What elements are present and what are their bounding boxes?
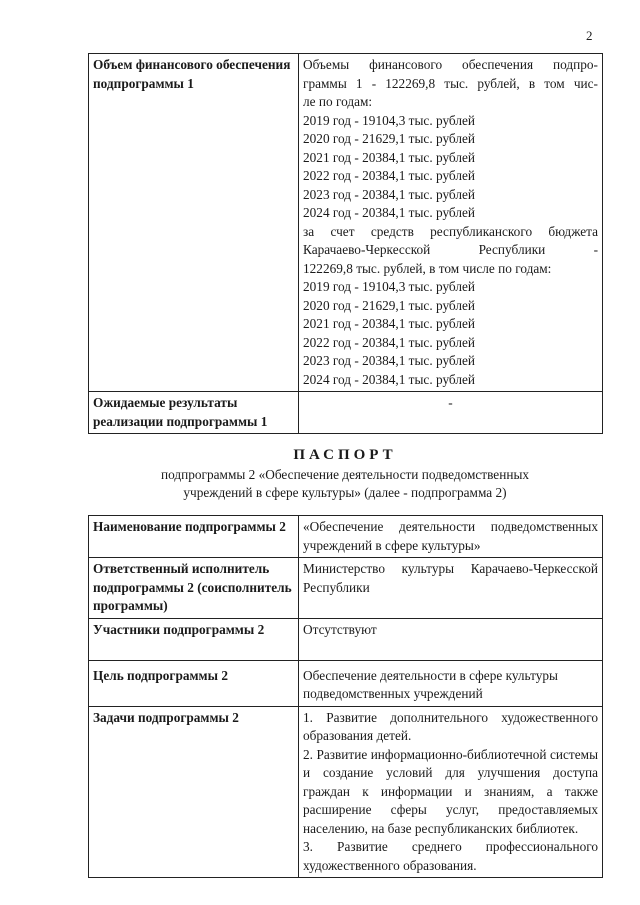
- goal-value: Обеспечение деятельности в сфере культуры подведомственных учреждений: [299, 660, 603, 706]
- funding-volume-label: Объем финансового обеспечения подпрограммы 1: [89, 54, 299, 392]
- funding-line: 2021 год - 20384,1 тыс. рублей: [303, 149, 476, 165]
- participants-value: Отсутствуют: [299, 618, 603, 660]
- passport-table: [88, 515, 603, 878]
- funding-line: 2022 год - 20384,1 тыс. рублей: [303, 334, 476, 350]
- table-row: [89, 660, 603, 706]
- passport-title: ПАСПОРТ: [293, 447, 397, 463]
- funding-line: 2022 год - 20384,1 тыс. рублей: [303, 168, 476, 183]
- funding-line: 2021 год - 20384,1 тыс. рублей: [303, 316, 476, 331]
- funding-line: 2024 год - 20384,1 тыс. рублей: [303, 371, 476, 387]
- task-item: 1. Развитие дополнительного художественного образования детей.: [303, 709, 598, 743]
- responsible-executor-label: Ответственный исполнитель подпрограммы 2 (соисполнитель программы): [89, 558, 299, 619]
- passport-subtitle: [88, 466, 602, 502]
- funding-line: 2024 год - 20384,1 тыс. рублей: [303, 205, 476, 220]
- table-row: [89, 706, 603, 878]
- funding-line: за счет средств республиканского бюджета: [303, 223, 598, 239]
- page-number: 2: [586, 28, 593, 43]
- expected-results-value: -: [299, 392, 603, 434]
- goal-label: Цель подпрограммы 2: [89, 660, 299, 706]
- funding-line: 2020 год - 21629,1 тыс. рублей: [303, 131, 476, 146]
- funding-line: 2023 год - 20384,1 тыс. рублей: [303, 353, 476, 368]
- funding-table: [88, 53, 603, 434]
- funding-line: 2019 год - 19104,3 тыс. рублей: [303, 112, 476, 128]
- responsible-executor-value: Министерство культуры Карачаево-Черкесской Республики: [299, 558, 603, 619]
- funding-line: 122269,8 тыс. рублей, в том числе по годам:: [303, 260, 552, 276]
- funding-line: Карачаево-Черкесской Республики -: [303, 242, 598, 257]
- funding-line: 2019 год - 19104,3 тыс. рублей: [303, 279, 476, 294]
- funding-line: 2023 год - 20384,1 тыс. рублей: [303, 186, 476, 202]
- passport-subtitle-line: учреждений в сфере культуры» (далее - подпрограмма 2): [183, 485, 507, 500]
- table-row: [89, 618, 603, 660]
- subprogram-name-value: «Обеспечение деятельности подведомственных учреждений в сфере культуры»: [299, 516, 603, 558]
- expected-results-label: Ожидаемые результаты реализации подпрограммы 1: [89, 392, 299, 434]
- table-row: [89, 54, 603, 392]
- table-row: [89, 516, 603, 558]
- tasks-value: [299, 706, 603, 878]
- funding-line: ле по годам:: [303, 94, 373, 109]
- task-item: 3. Развитие среднего профессионального художественного образования.: [303, 839, 598, 873]
- passport-subtitle-line: подпрограммы 2 «Обеспечение деятельности подведомственных: [160, 467, 530, 482]
- subprogram-name-label: Наименование подпрограммы 2: [89, 516, 299, 558]
- funding-line: Объемы финансового обеспечения подпро-: [303, 57, 598, 72]
- table-row: [89, 558, 603, 619]
- funding-line: граммы 1 - 122269,8 тыс. рублей, в том чис-: [303, 75, 598, 91]
- participants-label: Участники подпрограммы 2: [89, 618, 299, 660]
- tasks-label: Задачи подпрограммы 2: [89, 706, 299, 878]
- task-item: 2. Развитие информационно-библиотечной системы и создание условий для улучшения доступа граждан к информации и знаниям, а также расширение сферы услуг, предоставляемых населению, на базе республиканских библиотек.: [303, 746, 598, 836]
- funding-line: 2020 год - 21629,1 тыс. рублей: [303, 297, 476, 313]
- table-row: [89, 392, 603, 434]
- funding-volume-value: [299, 54, 603, 392]
